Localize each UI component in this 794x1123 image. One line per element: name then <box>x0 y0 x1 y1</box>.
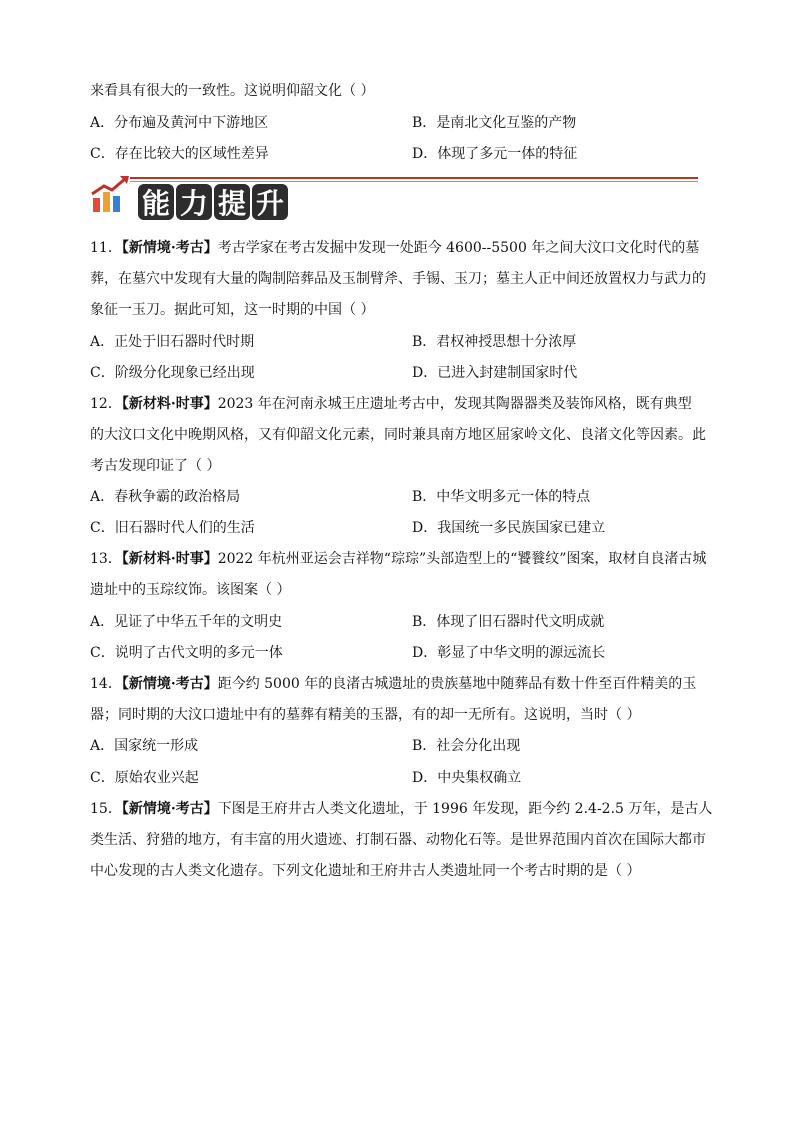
option-b[interactable]: B．社会分化出现 <box>412 738 521 754</box>
option-c[interactable]: C．存在比较大的区域性差异 <box>90 146 269 162</box>
question-text: 下图是王府井古人类文化遗址，于 1996 年发现，距今约 2.4-2.5 万年，是古人 <box>217 801 713 817</box>
question-number: 13． <box>90 551 122 567</box>
option-c[interactable]: C．说明了古代文明的多元一体 <box>90 645 283 661</box>
question-text: 葬，在墓穴中发现有大量的陶制陪葬品及玉制臂斧、手锡、玉刀；墓主人正中间还放置权力与武力的 <box>90 271 706 287</box>
option-c[interactable]: C．原始农业兴起 <box>90 770 199 786</box>
question-number: 14． <box>90 676 122 692</box>
question-text: 2023 年在河南永城王庄遗址考古中，发现其陶器器类及装饰风格，既有典型 <box>217 396 692 412</box>
option-b[interactable]: B．君权神授思想十分浓厚 <box>412 334 577 350</box>
question-14-line <box>90 674 696 694</box>
option-d[interactable]: D．彰显了中华文明的源远流长 <box>412 645 606 661</box>
question-text: 考古学家在考古发掘中发现一处距今 4600--5500 年之间大汶口文化时代的墓 <box>217 240 700 256</box>
banner-rule <box>130 177 698 179</box>
question-number: 11． <box>90 240 122 256</box>
question-text: 象征一玉刀。据此可知，这一时期的中国（ ） <box>90 302 375 318</box>
question-tag: 【新情境·考古】 <box>121 801 218 817</box>
question-stem-line: 来看具有很大的一致性。这说明仰韶文化（ ） <box>90 83 375 99</box>
title-char: 升 <box>252 184 288 220</box>
question-tag: 【新材料·时事】 <box>121 396 218 412</box>
title-char: 力 <box>176 184 212 220</box>
title-char: 能 <box>138 184 174 220</box>
question-number: 12． <box>90 396 122 412</box>
option-a[interactable]: A．分布遍及黄河中下游地区 <box>90 115 269 131</box>
option-a[interactable]: A．正处于旧石器时代时期 <box>90 334 255 350</box>
question-15-line <box>90 799 712 819</box>
question-text: 考古发现印证了（ ） <box>90 458 221 474</box>
question-12-line <box>90 394 692 414</box>
option-b[interactable]: B．中华文明多元一体的特点 <box>412 489 591 505</box>
section-title <box>138 184 288 222</box>
question-text: 遗址中的玉琮纹饰。该图案（ ） <box>90 582 291 598</box>
section-banner <box>90 172 700 224</box>
question-text: 2022 年杭州亚运会吉祥物“琮琮”头部造型上的“饕餮纹”图案，取材自良渚古城 <box>217 551 707 567</box>
question-13-line <box>90 549 706 569</box>
question-tag: 【新材料·时事】 <box>121 551 218 567</box>
title-char: 提 <box>214 184 250 220</box>
option-d[interactable]: D．已进入封建制国家时代 <box>412 365 578 381</box>
question-tag: 【新情境·考古】 <box>121 240 218 256</box>
option-d[interactable]: D．体现了多元一体的特征 <box>412 146 578 162</box>
question-tag: 【新情境·考古】 <box>121 676 218 692</box>
option-d[interactable]: D．中央集权确立 <box>412 770 522 786</box>
question-number: 15． <box>90 801 122 817</box>
banner-rule-thin <box>130 181 698 182</box>
question-text: 距今约 5000 年的良渚古城遗址的贵族墓地中随葬品有数十件至百件精美的玉 <box>217 676 697 692</box>
question-text: 中心发现的古人类文化遗存。下列文化遗址和王府井古人类遗址同一个考古时期的是（ ） <box>90 863 641 879</box>
option-a[interactable]: A．见证了中华五千年的文明史 <box>90 614 283 630</box>
option-c[interactable]: C．旧石器时代人们的生活 <box>90 520 255 536</box>
option-c[interactable]: C．阶级分化现象已经出现 <box>90 365 255 381</box>
option-b[interactable]: B．体现了旧石器时代文明成就 <box>412 614 605 630</box>
question-text: 类生活、狩猎的地方，有丰富的用火遗迹、打制石器、动物化石等。是世界范围内首次在国际大都市 <box>90 832 706 848</box>
option-a[interactable]: A．国家统一形成 <box>90 738 199 754</box>
growth-chart-icon <box>90 172 132 214</box>
question-11-line <box>90 238 699 258</box>
option-d[interactable]: D．我国统一多民族国家已建立 <box>412 520 606 536</box>
option-a[interactable]: A．春秋争霸的政治格局 <box>90 489 241 505</box>
question-text: 器；同时期的大汶口遗址中有的墓葬有精美的玉器，有的却一无所有。这说明，当时（ ） <box>90 707 641 723</box>
option-b[interactable]: B．是南北文化互鉴的产物 <box>412 115 577 131</box>
question-text: 的大汶口文化中晚期风格，又有仰韶文化元素，同时兼具南方地区屈家岭文化、良渚文化等因素。此 <box>90 427 706 443</box>
